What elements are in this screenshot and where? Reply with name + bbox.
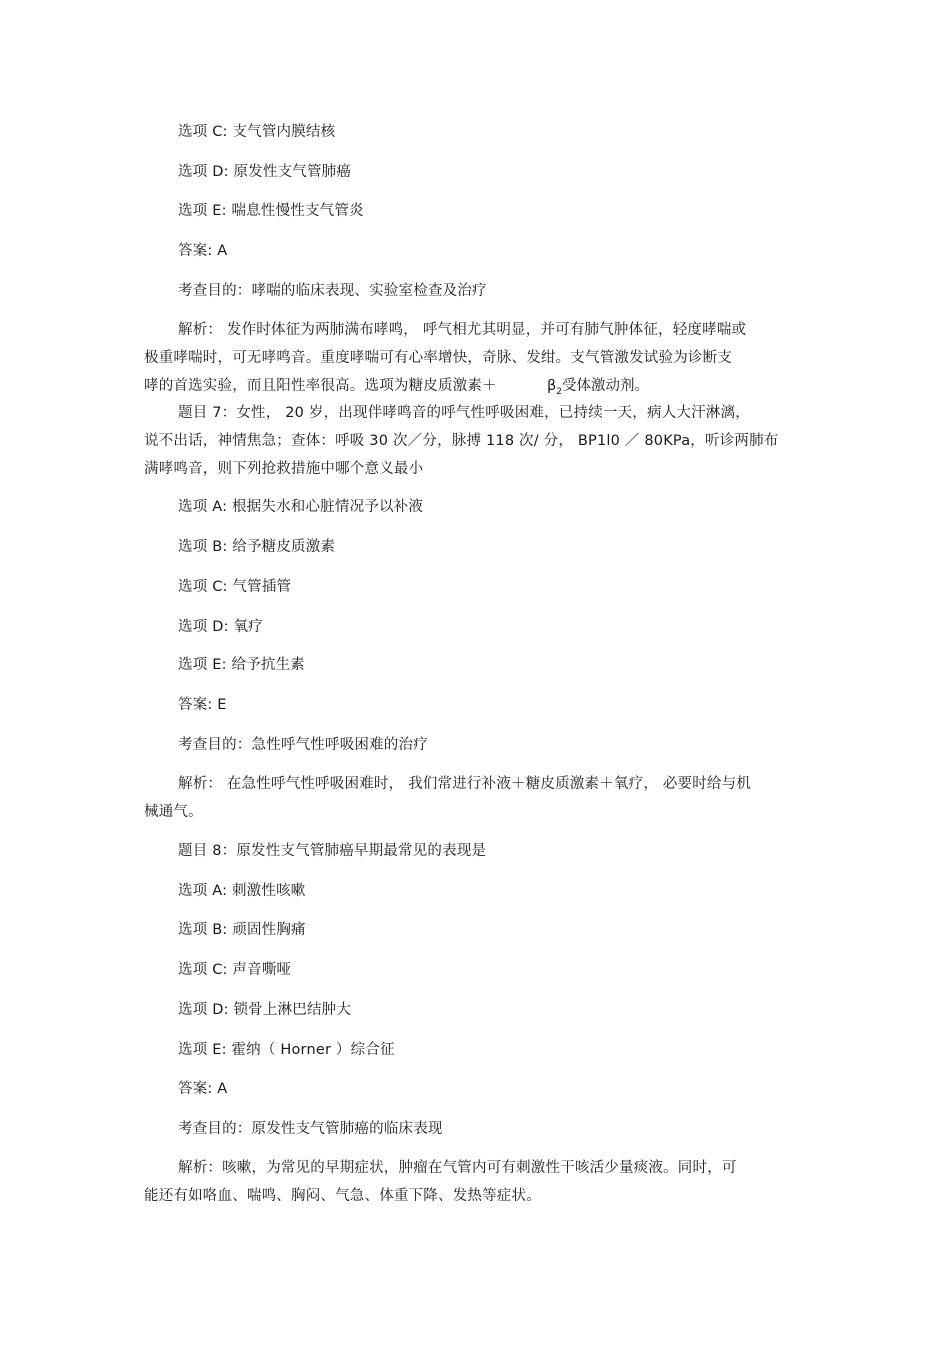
q6-analysis-line-1: 解析： 发作时体征为两肺满布哮鸣， 呼气相尤其明显，并可有肺气肿体征，轻度哮喘或 [178, 322, 747, 338]
q7-option-c: 选项 C: 气管插管 [178, 579, 292, 595]
q6-option-c: 选项 C: 支气管内膜结核 [178, 124, 336, 140]
q6-analysis-line-3 [144, 376, 497, 396]
q8-analysis-line-1: 解析：咳嗽，为常见的早期症状，肿瘤在气管内可有刺激性干咳活少量痰液。同时，可 [178, 1160, 737, 1176]
beta-subscript: 2 [556, 386, 562, 397]
q7-option-d: 选项 D: 氧疗 [178, 619, 263, 635]
q7-option-a: 选项 A: 根据失水和心脏情况予以补液 [178, 499, 424, 515]
q6-analysis-line-2: 极重哮喘时，可无哮鸣音。重度哮喘可有心率增快，奇脉、发绀。支气管激发试验为诊断支 [144, 350, 732, 366]
q6-analysis-beta [547, 376, 649, 402]
q6-option-d: 选项 D: 原发性支气管肺癌 [178, 164, 352, 180]
q6-answer: 答案: A [178, 243, 228, 259]
q8-option-d: 选项 D: 锁骨上淋巴结肿大 [178, 1002, 352, 1018]
q7-analysis-line-1: 解析： 在急性呼气性呼吸困难时， 我们常进行补液＋糖皮质激素＋氧疗， 必要时给与机 [178, 776, 752, 792]
q8-stem: 题目 8：原发性支气管肺癌早期最常见的表现是 [178, 843, 487, 859]
q8-analysis-line-2: 能还有如咯血、喘鸣、胸闷、气急、体重下降、发热等症状。 [144, 1188, 541, 1204]
q8-answer: 答案: A [178, 1081, 228, 1097]
q7-analysis-line-2: 械通气。 [144, 804, 203, 820]
q7-stem-line-2: 说不出话，神情焦急；查体：呼吸 30 次／分，脉搏 118 次/ 分， BP1l0 ／ 80KPa，听诊两肺布 [144, 433, 779, 449]
q8-option-e: 选项 E: 霍纳（ Horner ）综合征 [178, 1042, 395, 1058]
q6-purpose: 考查目的：哮喘的临床表现、实验室检查及治疗 [178, 283, 487, 299]
q7-purpose: 考查目的：急性呼气性呼吸困难的治疗 [178, 737, 428, 753]
q6-option-e: 选项 E: 喘息性慢性支气管炎 [178, 203, 364, 219]
q8-purpose: 考查目的：原发性支气管肺癌的临床表现 [178, 1121, 443, 1137]
q8-option-b: 选项 B: 顽固性胸痛 [178, 922, 306, 938]
q7-option-e: 选项 E: 给予抗生素 [178, 657, 305, 673]
q8-option-a: 选项 A: 刺激性咳嗽 [178, 883, 306, 899]
q7-answer: 答案: E [178, 697, 227, 713]
q7-stem-line-1: 题目 7：女性， 20 岁，出现伴哮鸣音的呼气性呼吸困难，已持续一天，病人大汗淋漓， [178, 405, 750, 421]
q7-option-b: 选项 B: 给予糖皮质激素 [178, 539, 336, 555]
q8-option-c: 选项 C: 声音嘶哑 [178, 962, 292, 978]
beta-symbol: β [547, 378, 557, 394]
beta-suffix: 受体激动剂。 [562, 378, 649, 394]
q7-stem-line-3: 满哮鸣音，则下列抢救措施中哪个意义最小 [144, 461, 424, 477]
q6-analysis-line-3-text: 哮的首选实验，而且阳性率很高。选项为糖皮质激素＋ [144, 378, 497, 394]
